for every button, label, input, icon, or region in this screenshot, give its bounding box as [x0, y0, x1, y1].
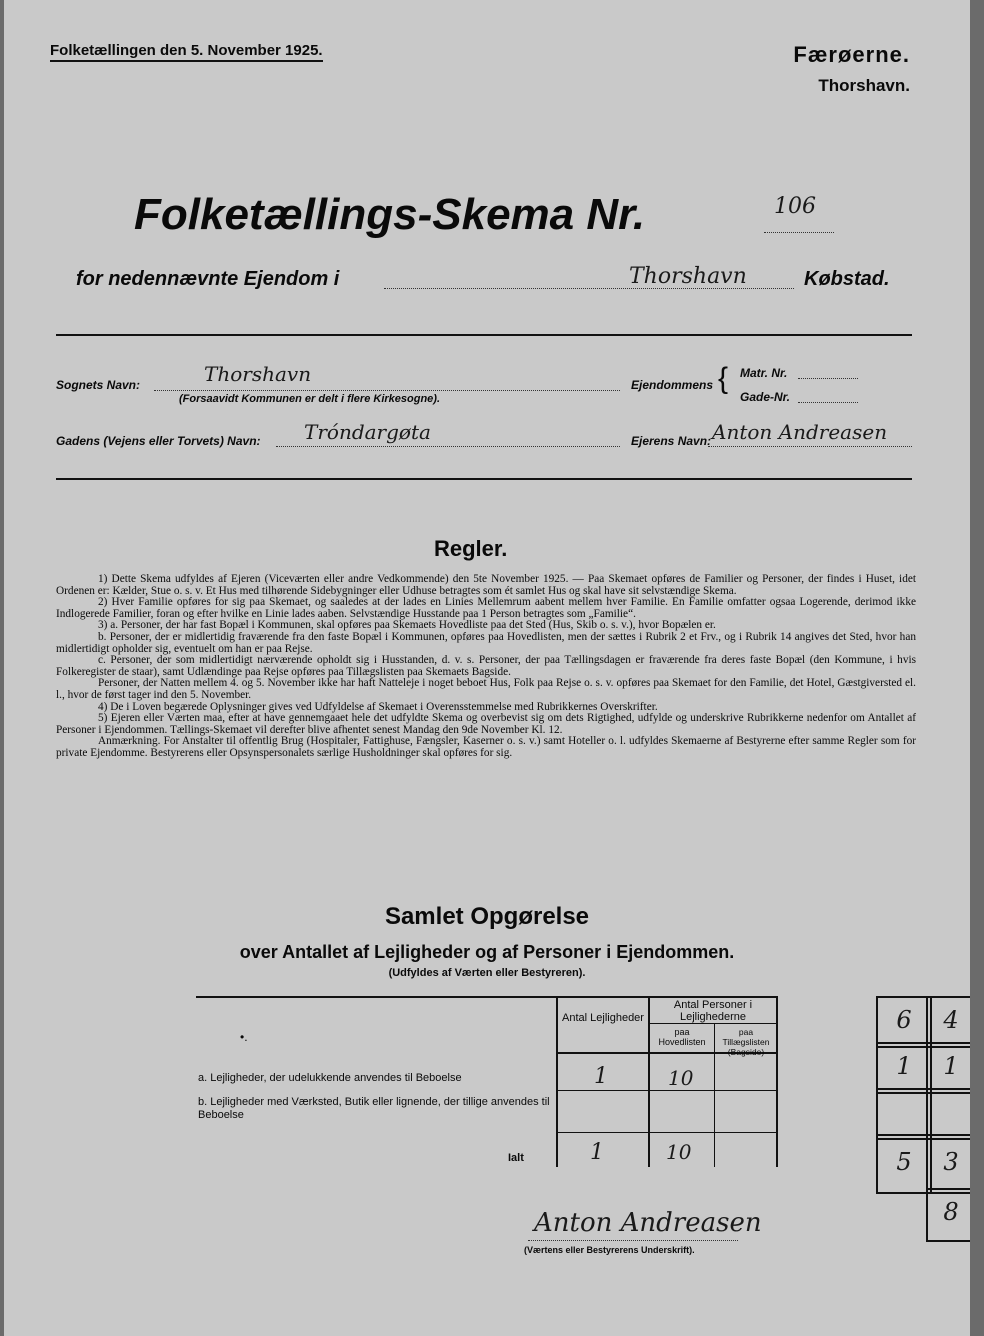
place-handwritten: Thorshavn [629, 264, 747, 289]
summary-heading: Samlet Opgørelse [384, 903, 590, 930]
tally-box-6 [926, 1088, 970, 1140]
census-date-header: Folketællingen den 5. November 1925. [50, 42, 323, 62]
rule-1: 1) Dette Skema udfyldes af Ejeren (Viceværten eller andre Vedkommende) den 5te November 1925. — Paa Skemaet opføres de Familier og Personer, der findes i Huset, idet Ordenen er: Kælder, Stue o. s. v. Et Hus med tilhørende Sidebygninger eller Udhuse betragtes som ét samlet Hus og skal have sit selvstændige Skema. [56, 573, 916, 597]
tally-box-7: 5 [876, 1134, 932, 1194]
col-tillaeg-header: paa Tillægslisten (Bagside) [722, 1027, 770, 1057]
sogn-note: (Forsaavidt Kommunen er delt i flere Kirkesogne). [179, 393, 441, 405]
tally-box-3: 1 [876, 1042, 932, 1094]
tally-box-8: 3 [926, 1134, 970, 1194]
col-personer-header: Antal Personer i Lejlighederne [673, 999, 753, 1023]
row-b-label: b. Lejligheder med Værksted, Butik eller lignende, der tillige anvendes til Beboelse [198, 1096, 550, 1121]
table-top-rule [196, 996, 778, 998]
gade-nr-label: Gade-Nr. [740, 390, 791, 404]
table-row-rule-2 [556, 1132, 777, 1133]
ejendom-label: Ejendommens [631, 378, 714, 392]
divider-top [56, 334, 912, 336]
row-a-label: a. Lejligheder, der udelukkende anvendes til Beboelse [198, 1072, 462, 1084]
dot-marker-icon: •. [240, 1030, 248, 1044]
signature-caption: (Værtens eller Bestyrerens Underskrift). [524, 1245, 695, 1255]
region-header: Færøerne. [793, 42, 910, 67]
rule-note: Anmærkning. For Anstalter til offentlig Brug (Hospitaler, Fattighuse, Fængsler, Kaserner o. s. v.) samt Hoteller o. l. udfyldes Skemaerne af Bestyrerne efter samme Regler som for private Ejendomme. Bestyrerens eller Opsynspersonalets særlige Husholdninger skal opføres for sig. [56, 735, 916, 759]
signature-line [528, 1240, 738, 1241]
gade-name-label: Gadens (Vejens eller Torvets) Navn: [56, 434, 261, 448]
table-vline-1 [556, 997, 558, 1167]
col-antal-header: Antal Lejligheder [562, 1012, 644, 1024]
owner-value: Anton Andreasen [712, 420, 888, 444]
tally-box-2: 4 [926, 996, 970, 1048]
summary-subheading: over Antallet af Lejligheder og af Personer i Ejendommen. [239, 942, 735, 962]
table-row-rule-1 [556, 1090, 777, 1091]
rule-3b: b. Personer, der er midlertidig fraværende fra den faste Bopæl i Kommunen, opføres paa Hovedlisten, men der sættes i Rubrik 2 et Frv., og i Rubrik 14 angives det Sted, hvor han midlertidigt opholder sig, eventuelt om han er paa Rejse. [56, 630, 916, 655]
town-header: Thorshavn. [818, 76, 910, 95]
tally-box-4: 1 [926, 1042, 970, 1094]
rule-3c: c. Personer, der som midlertidigt nærværende opholdt sig i Husstanden, d. v. s. Personer, der paa Tællingsdagen er fraværende fra deres faste Bopæl (den Kommune, i hvis Folkeregister de staar), samt Udlændinge paa Rejse opføres paa Tillægslisten paa Skemaets Bagside. [56, 654, 916, 678]
total-antal: 1 [590, 1140, 604, 1165]
sogn-line [154, 390, 620, 391]
census-form-page [4, 0, 970, 1336]
divider-mid [56, 478, 912, 480]
tally-box-9: 8 [926, 1188, 970, 1242]
sogn-label: Sognets Navn: [56, 378, 141, 392]
form-title: Folketællings-Skema Nr. [134, 190, 646, 239]
rule-2: 2) Hver Familie opføres for sig paa Skemaet, og saaledes at der lades en Linies Mellemrum aabent mellem hver Familie. En Familie omfatter ogsaa Logerende, derimod ikke Indlogerede Familier, foran og efter hvilke en Linie lades aaben. Selvstændige Husstande paa 1 Person betragtes som „Familie“. [56, 596, 916, 620]
rules-heading: Regler. [434, 536, 508, 561]
matr-label: Matr. Nr. [740, 366, 788, 380]
tally-box-1: 6 [876, 996, 932, 1048]
matr-line [798, 378, 858, 379]
rule-3-note: Personer, der Natten mellem 4. og 5. November ikke har haft Natteleje i noget beboet Hus, Folk paa Rejse o. s. v. opføres paa Skemaet for den Familie, det Hotel, Gæstgiversted el. l., hvor de først tager ind den 5. November. [56, 677, 916, 701]
form-subtitle: for nedennævnte Ejendom i [76, 268, 340, 290]
kobstad-label: Købstad. [804, 268, 890, 290]
brace-icon: { [718, 362, 729, 395]
owner-line [708, 446, 912, 447]
rules-text [56, 574, 916, 760]
rule-5: 5) Ejeren eller Værten maa, efter at have gennemgaaet hele det udfyldte Skema og overbevist sig om dets Rigtighed, udfylde og underskrive Rubrikkerne nedenfor om Antallet af Personer i Ejendommen. Tællings-Skemaet vil derefter blive afhentet senest Mandag den 9de November Kl. 12. [56, 712, 916, 736]
rule-4: 4) De i Loven begærede Oplysninger gives ved Udfyldelse af Skemaet i Overensstemmelse med Rubrikkernes Overskrifter. [98, 700, 658, 713]
form-number: 106 [774, 194, 816, 219]
row-a-antal: 1 [594, 1064, 608, 1089]
total-label: Ialt [508, 1152, 524, 1164]
sogn-value: Thorshavn [204, 362, 312, 386]
gade-nr-line [798, 402, 858, 403]
signature: Anton Andreasen [534, 1208, 762, 1238]
owner-label: Ejerens Navn: [631, 434, 712, 448]
summary-note: (Udfyldes af Værten eller Bestyreren). [388, 967, 586, 979]
rule-3a: 3) a. Personer, der har fast Bopæl i Kommunen, skal opføres paa Skemaets Hovedliste paa det Sted (Hus, Skib o. s. v.), hvor Bopælen er. [98, 619, 716, 632]
gade-name-value: Tróndargøta [304, 420, 431, 444]
total-hoved: 10 [666, 1140, 692, 1164]
row-a-hoved: 10 [668, 1066, 694, 1090]
gade-name-line [276, 446, 620, 447]
col-hoved-header: paa Hovedlisten [658, 1027, 706, 1047]
table-subheader-rule [649, 1023, 777, 1024]
tally-box-5 [876, 1088, 932, 1140]
